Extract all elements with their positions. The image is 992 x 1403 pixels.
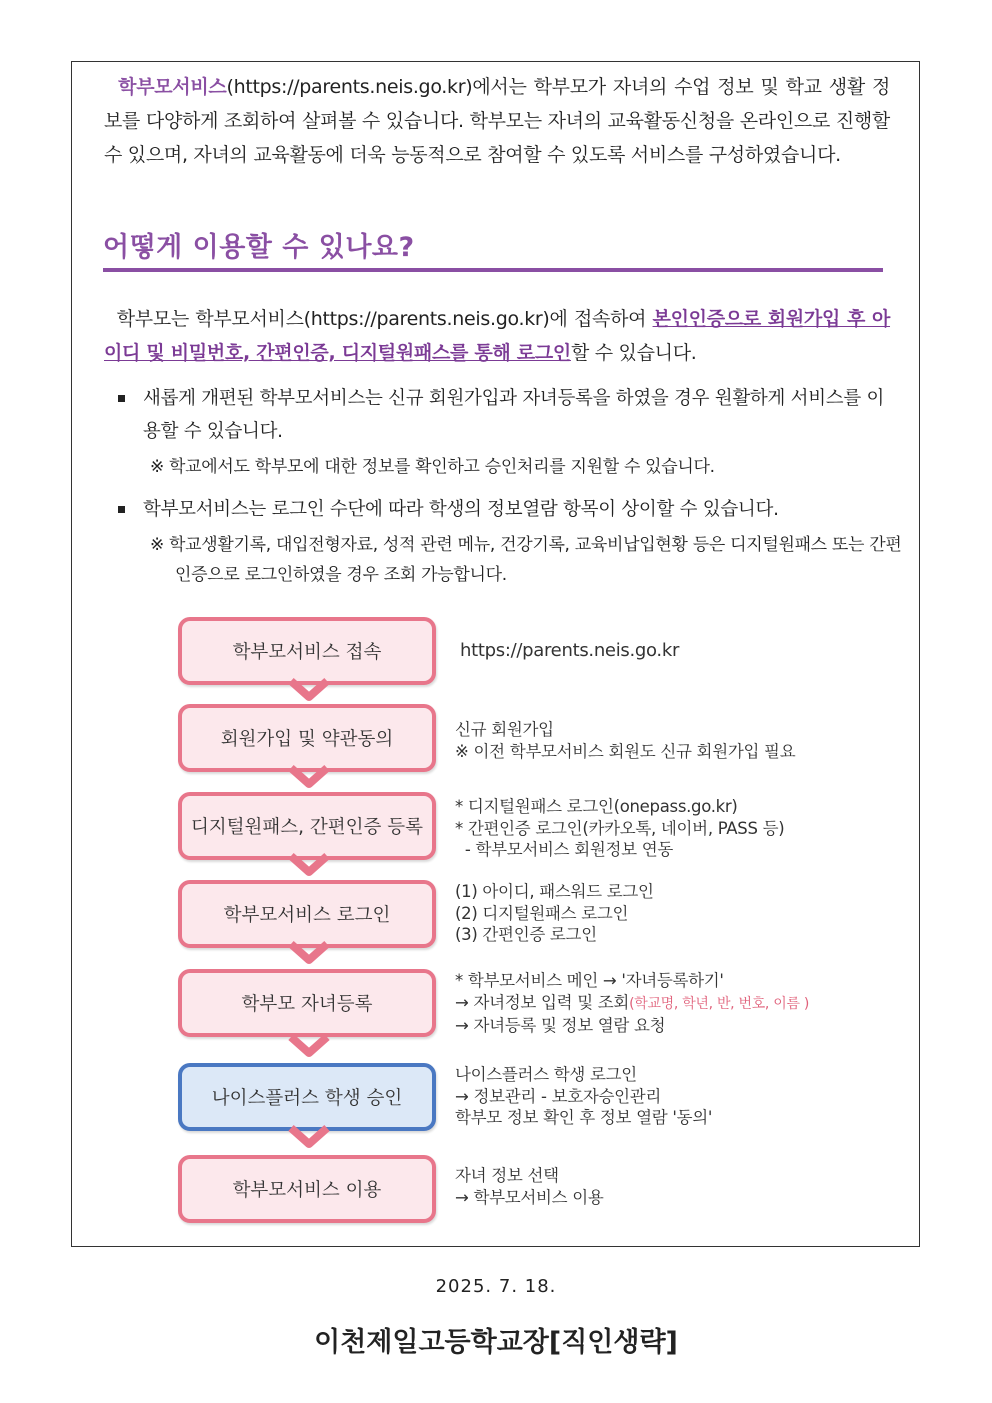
how-suffix: 할 수 있습니다.: [570, 342, 697, 364]
desc-line-text: → 자녀정보 입력 및 조회: [455, 992, 630, 1012]
desc-line: * 학부모서비스 메인 → '자녀등록하기': [455, 971, 724, 990]
desc-line: https://parents.neis.go.kr: [460, 640, 680, 661]
flow-step-3: 디지털원패스, 간편인증 등록: [178, 792, 436, 860]
how-paragraph: [104, 302, 890, 370]
section-heading: 어떻게 이용할 수 있나요?: [103, 232, 415, 263]
how-highlight: 본인인증으로 회원가입 후 아이디 및 비밀번호, 간편인증, 디지털원패스를 통해 로그인: [104, 308, 891, 364]
bullet-text: 새롭게 개편된 학부모서비스는 신규 회원가입과 자녀등록을 하였을 경우 원활하게 서비스를 이용할 수 있습니다.: [143, 388, 885, 442]
desc-line: 학부모 정보 확인 후 정보 열람 '동의': [455, 1108, 713, 1127]
desc-line: - 학부모서비스 회원정보 연동: [455, 840, 674, 859]
chevron-down-icon: [287, 677, 331, 701]
desc-line: * 디지털원패스 로그인(onepass.go.kr): [455, 797, 738, 816]
desc-line: → 학부모서비스 이용: [455, 1187, 604, 1207]
chevron-down-icon: [287, 940, 331, 964]
flow-desc-1: [460, 640, 679, 662]
flow-step-6: 나이스플러스 학생 승인: [178, 1063, 436, 1131]
flow-desc-3: [455, 796, 784, 861]
heading-rule: [103, 268, 883, 272]
flow-desc-7: [455, 1165, 604, 1208]
desc-red-note: (학교명, 학년, 반, 번호, 이름 ): [629, 995, 809, 1012]
desc-line: ※ 이전 학부모서비스 회원도 신규 회원가입 필요: [455, 741, 796, 761]
intro-paragraph: [104, 70, 890, 172]
flow-step-4: 학부모서비스 로그인: [178, 880, 436, 948]
flow-step-1: 학부모서비스 접속: [178, 617, 436, 685]
flow-desc-2: [455, 719, 795, 762]
signature: 이천제일고등학교장[직인생략]: [314, 1327, 678, 1358]
how-prefix: 학부모는 학부모서비스(https://parents.neis.go.kr)에 접속하여: [116, 308, 653, 330]
desc-line: → 자녀등록 및 정보 열람 요청: [455, 1016, 666, 1035]
intro-text: (https://parents.neis.go.kr)에서는 학부모가 자녀의 수업 정보 및 학교 생활 정보를 다양하게 조회하여 살펴볼 수 있습니다. 학부모는 자녀의 교육활동신청을 온라인으로 진행할 수 있으며, 자녀의 교육활동에 더욱 능동적으로 참여할 수 있도록 서비스를 구성하였습니다.: [104, 76, 890, 166]
desc-line: [455, 992, 809, 1016]
bullet-note-1: ※ 학교에서도 학부모에 대한 정보를 확인하고 승인처리를 지원할 수 있습니다.: [150, 457, 715, 477]
flow-step-5: 학부모 자녀등록: [178, 969, 436, 1037]
desc-line: 나이스플러스 학생 로그인: [455, 1065, 637, 1084]
flow-desc-6: [455, 1064, 712, 1129]
desc-line: (3) 간편인증 로그인: [455, 925, 597, 944]
flow-desc-5: [455, 970, 809, 1037]
chevron-down-icon: [287, 1033, 331, 1057]
bullet-item-1: [118, 382, 888, 448]
desc-line: → 정보관리 - 보호자승인관리: [455, 1086, 662, 1106]
chevron-down-icon: [287, 852, 331, 876]
flow-desc-4: [455, 881, 654, 946]
desc-line: (2) 디지털원패스 로그인: [455, 903, 629, 923]
flow-step-2: 회원가입 및 약관동의: [178, 704, 436, 772]
service-name: 학부모서비스: [118, 76, 227, 98]
flow-step-7: 학부모서비스 이용: [178, 1155, 436, 1223]
bullet-marker: [118, 506, 125, 513]
bullet-text: 학부모서비스는 로그인 수단에 따라 학생의 정보열람 항목이 상이할 수 있습니다.: [143, 499, 779, 520]
document-date: 2025. 7. 18.: [435, 1276, 557, 1297]
chevron-down-icon: [287, 764, 331, 788]
bullet-note-2: ※ 학교생활기록, 대입전형자료, 성적 관련 메뉴, 건강기록, 교육비납입현황 등은 디지털원패스 또는 간편인증으로 로그인하였을 경우 조회 가능합니다.: [150, 535, 902, 585]
chevron-down-icon: [287, 1124, 331, 1148]
desc-line: 신규 회원가입: [455, 720, 554, 739]
desc-line: * 간편인증 로그인(카카오톡, 네이버, PASS 등): [455, 818, 785, 838]
desc-line: 자녀 정보 선택: [455, 1166, 559, 1185]
bullet-marker: [118, 395, 125, 402]
desc-line: (1) 아이디, 패스워드 로그인: [455, 882, 654, 901]
bullet-item-2: [118, 493, 888, 526]
